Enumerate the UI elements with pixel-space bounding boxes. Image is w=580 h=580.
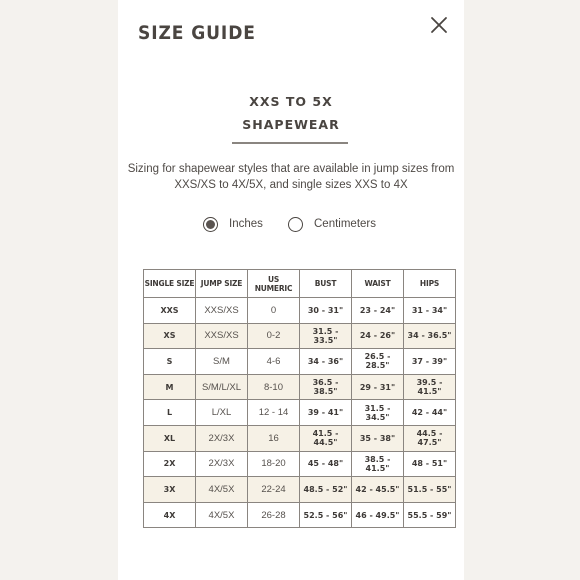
table-cell: 4-6 xyxy=(248,349,300,375)
table-row xyxy=(144,502,456,528)
table-cell: 26-28 xyxy=(248,502,300,528)
table-cell: 48 - 51" xyxy=(404,451,456,477)
unit-label-centimeters: Centimeters xyxy=(314,218,376,230)
description-text: Sizing for shapewear styles that are available in jump sizes from XXS/XS to 4X/5X, and single sizes XXS to 4X xyxy=(127,163,455,191)
table-cell: 42 - 44" xyxy=(404,400,456,426)
table-cell: 31 - 34" xyxy=(404,298,456,324)
table-cell: 39.5 - 41.5" xyxy=(404,374,456,400)
table-cell: 34 - 36" xyxy=(300,349,352,375)
table-cell: 29 - 31" xyxy=(352,374,404,400)
table-row xyxy=(144,451,456,477)
table-cell: M xyxy=(144,374,196,400)
size-table-container xyxy=(143,269,456,528)
table-cell: 42 - 45.5" xyxy=(352,477,404,503)
table-cell: 31.5 - 33.5" xyxy=(300,323,352,349)
unit-option-centimeters[interactable] xyxy=(288,214,376,234)
column-header: SINGLE SIZE xyxy=(144,270,196,298)
table-cell: 0 xyxy=(248,298,300,324)
table-cell: 8-10 xyxy=(248,374,300,400)
table-cell: 46 - 49.5" xyxy=(352,502,404,528)
table-cell: 22-24 xyxy=(248,477,300,503)
radio-unselected-icon[interactable] xyxy=(288,217,303,232)
table-cell: 34 - 36.5" xyxy=(404,323,456,349)
table-cell: 31.5 - 34.5" xyxy=(352,400,404,426)
category-heading: SHAPEWEAR xyxy=(242,117,340,132)
unit-label-inches: Inches xyxy=(229,218,263,230)
table-cell: XXS xyxy=(144,298,196,324)
range-heading: XXS TO 5X xyxy=(249,94,333,109)
table-cell: XXS/XS xyxy=(196,298,248,324)
table-cell: 37 - 39" xyxy=(404,349,456,375)
table-cell: S xyxy=(144,349,196,375)
table-row xyxy=(144,425,456,451)
radio-selected-icon[interactable] xyxy=(203,217,218,232)
table-row xyxy=(144,298,456,324)
table-cell: 36.5 - 38.5" xyxy=(300,374,352,400)
table-cell: 2X xyxy=(144,451,196,477)
table-cell: 23 - 24" xyxy=(352,298,404,324)
table-header-row xyxy=(144,270,456,298)
table-row xyxy=(144,400,456,426)
column-header: BUST xyxy=(300,270,352,298)
table-cell: 41.5 - 44.5" xyxy=(300,425,352,451)
table-cell: 30 - 31" xyxy=(300,298,352,324)
table-cell: S/M xyxy=(196,349,248,375)
table-cell: 48.5 - 52" xyxy=(300,477,352,503)
close-icon xyxy=(428,14,450,36)
table-cell: 24 - 26" xyxy=(352,323,404,349)
table-cell: XXS/XS xyxy=(196,323,248,349)
table-cell: 4X/5X xyxy=(196,477,248,503)
page-title: SIZE GUIDE xyxy=(138,22,256,44)
table-cell: 16 xyxy=(248,425,300,451)
heading-underline xyxy=(232,142,348,144)
table-cell: 44.5 - 47.5" xyxy=(404,425,456,451)
table-row xyxy=(144,477,456,503)
table-row xyxy=(144,374,456,400)
table-cell: 4X/5X xyxy=(196,502,248,528)
table-cell: 3X xyxy=(144,477,196,503)
table-cell: XS xyxy=(144,323,196,349)
table-cell: 55.5 - 59" xyxy=(404,502,456,528)
column-header: US NUMERIC xyxy=(248,270,300,298)
table-cell: 18-20 xyxy=(248,451,300,477)
column-header: JUMP SIZE xyxy=(196,270,248,298)
size-table xyxy=(143,269,456,528)
table-cell: 2X/3X xyxy=(196,425,248,451)
table-row xyxy=(144,349,456,375)
table-cell: 52.5 - 56" xyxy=(300,502,352,528)
close-button[interactable] xyxy=(428,14,450,36)
table-cell: 51.5 - 55" xyxy=(404,477,456,503)
column-header: HIPS xyxy=(404,270,456,298)
table-cell: L/XL xyxy=(196,400,248,426)
table-cell: S/M/L/XL xyxy=(196,374,248,400)
table-cell: 45 - 48" xyxy=(300,451,352,477)
table-cell: 4X xyxy=(144,502,196,528)
table-cell: 39 - 41" xyxy=(300,400,352,426)
table-cell: 0-2 xyxy=(248,323,300,349)
table-row xyxy=(144,323,456,349)
table-cell: XL xyxy=(144,425,196,451)
table-cell: 2X/3X xyxy=(196,451,248,477)
table-cell: 35 - 38" xyxy=(352,425,404,451)
unit-option-inches[interactable] xyxy=(203,214,263,234)
column-header: WAIST xyxy=(352,270,404,298)
table-cell: 12 - 14 xyxy=(248,400,300,426)
table-cell: 38.5 - 41.5" xyxy=(352,451,404,477)
table-cell: L xyxy=(144,400,196,426)
table-cell: 26.5 - 28.5" xyxy=(352,349,404,375)
